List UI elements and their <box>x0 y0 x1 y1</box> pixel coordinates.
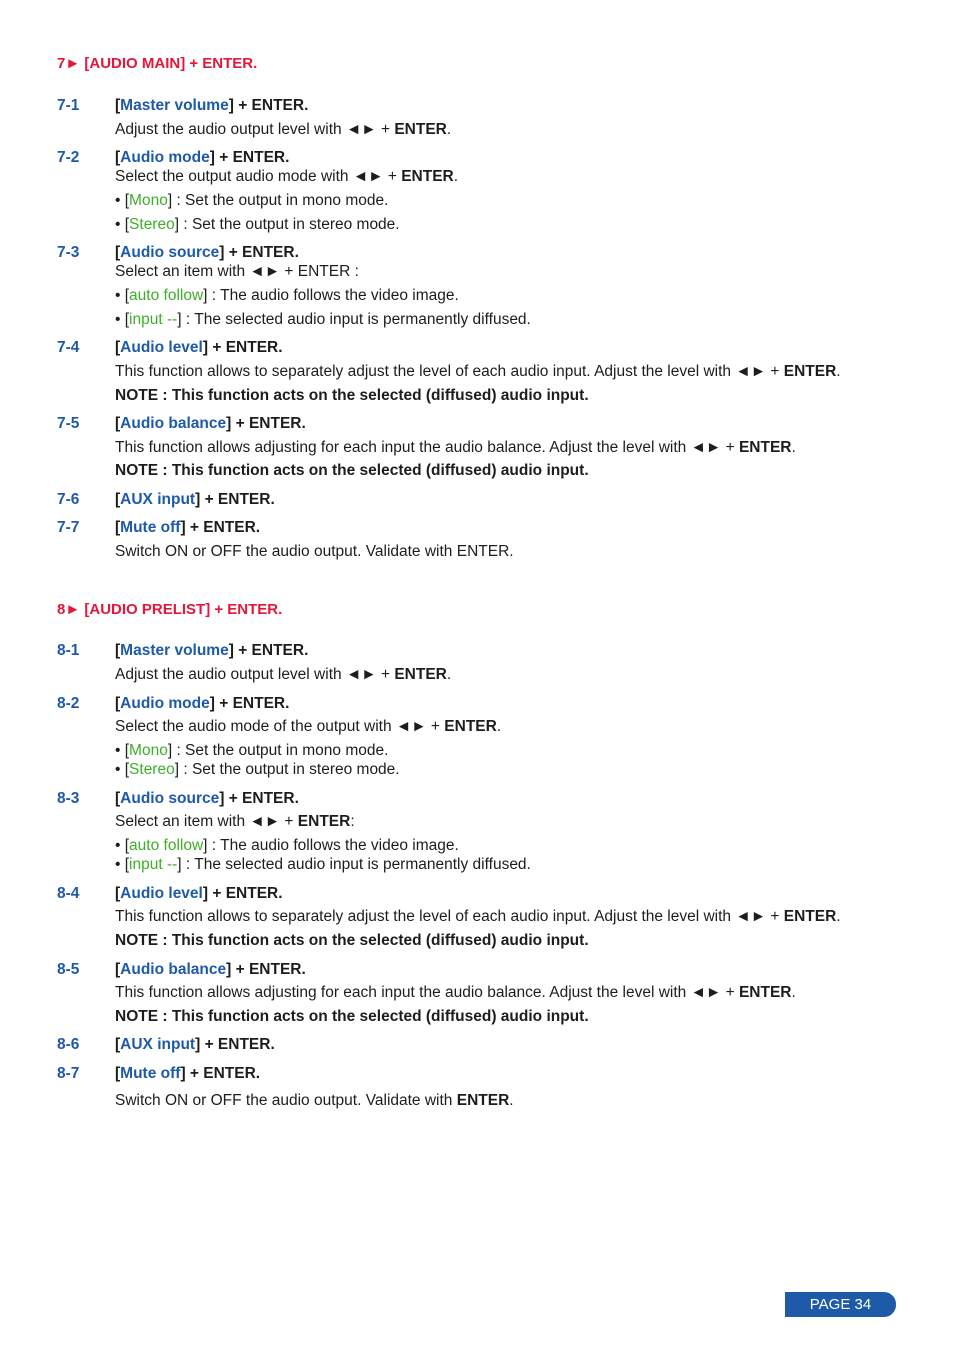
menu-keyword: AUX input <box>120 1036 196 1053</box>
section-7-heading: 7► [AUDIO MAIN] + ENTER. <box>57 55 258 72</box>
item-description: Switch ON or OFF the audio output. Validate with ENTER. <box>115 543 514 560</box>
bullet-option: • [Stereo] : Set the output in stereo mode. <box>115 761 400 778</box>
item-heading: [Audio source] + ENTER. <box>115 244 299 261</box>
arrow-keys-icon: ◄► <box>735 363 767 380</box>
item-heading: [Audio mode] + ENTER. <box>115 695 290 712</box>
option-keyword: input -- <box>129 311 178 328</box>
item-description: This function allows adjusting for each input the audio balance. Adjust the level with ◄► + ENTER. <box>115 984 796 1001</box>
item-description: Select an item with ◄► + ENTER: <box>115 813 355 830</box>
item-heading: [Audio balance] + ENTER. <box>115 415 306 432</box>
item-heading: [Mute off] + ENTER. <box>115 1065 261 1082</box>
option-keyword: Mono <box>129 192 168 209</box>
item-description: This function allows to separately adjust the level of each audio input. Adjust the level with ◄► + ENTER. <box>115 363 841 380</box>
option-keyword: Stereo <box>129 216 175 233</box>
item-heading: [AUX input] + ENTER. <box>115 491 275 508</box>
menu-keyword: Master volume <box>120 97 229 114</box>
arrow-keys-icon: ◄► <box>345 666 377 683</box>
menu-keyword: Audio balance <box>120 961 227 978</box>
option-keyword: Mono <box>129 742 168 759</box>
item-heading: [Audio level] + ENTER. <box>115 339 283 356</box>
menu-keyword: Audio mode <box>120 695 210 712</box>
bullet-option: • [Stereo] : Set the output in stereo mode. <box>115 216 400 233</box>
item-heading: [Audio source] + ENTER. <box>115 790 299 807</box>
item-description: Switch ON or OFF the audio output. Validate with ENTER. <box>115 1092 514 1109</box>
page-number-badge: PAGE 34 <box>785 1292 896 1317</box>
item-number: 7-7 <box>57 519 80 536</box>
item-heading: [Mute off] + ENTER. <box>115 519 261 536</box>
item-description: Select the audio mode of the output with ◄► + ENTER. <box>115 718 502 735</box>
item-heading: [Audio balance] + ENTER. <box>115 961 306 978</box>
bullet-option: • [Mono] : Set the output in mono mode. <box>115 192 389 209</box>
item-heading: [AUX input] + ENTER. <box>115 1036 275 1053</box>
item-heading: [Master volume] + ENTER. <box>115 642 309 659</box>
item-heading: [Audio mode] + ENTER. <box>115 149 290 166</box>
item-number: 8-1 <box>57 642 80 659</box>
item-number: 7-4 <box>57 339 80 356</box>
arrow-keys-icon: ◄► <box>735 908 767 925</box>
item-description: Adjust the audio output level with ◄► + ENTER. <box>115 666 452 683</box>
bullet-option: • [input --] : The selected audio input is permanently diffused. <box>115 856 531 873</box>
item-note: NOTE : This function acts on the selected (diffused) audio input. <box>115 462 589 479</box>
menu-keyword: Mute off <box>120 519 181 536</box>
menu-keyword: Audio source <box>120 244 220 261</box>
option-keyword: input -- <box>129 856 178 873</box>
item-description: Select the output audio mode with ◄► + ENTER. <box>115 168 459 185</box>
item-number: 7-5 <box>57 415 80 432</box>
arrow-keys-icon: ◄► <box>249 813 281 830</box>
menu-keyword: Audio balance <box>120 415 227 432</box>
item-note: NOTE : This function acts on the selected (diffused) audio input. <box>115 387 589 404</box>
item-note: NOTE : This function acts on the selected (diffused) audio input. <box>115 932 589 949</box>
bullet-option: • [auto follow] : The audio follows the video image. <box>115 287 459 304</box>
item-number: 8-3 <box>57 790 80 807</box>
menu-keyword: Audio mode <box>120 149 210 166</box>
menu-keyword: Audio source <box>120 790 220 807</box>
item-number: 8-2 <box>57 695 80 712</box>
item-number: 7-2 <box>57 149 80 166</box>
option-keyword: auto follow <box>129 837 204 854</box>
item-description: This function allows adjusting for each input the audio balance. Adjust the level with ◄► + ENTER. <box>115 439 796 456</box>
bullet-option: • [Mono] : Set the output in mono mode. <box>115 742 389 759</box>
section-8-heading: 8► [AUDIO PRELIST] + ENTER. <box>57 601 283 618</box>
menu-keyword: Master volume <box>120 642 229 659</box>
arrow-keys-icon: ◄► <box>690 439 722 456</box>
item-number: 7-6 <box>57 491 80 508</box>
item-number: 8-4 <box>57 885 80 902</box>
option-keyword: Stereo <box>129 761 175 778</box>
item-description: This function allows to separately adjust the level of each audio input. Adjust the level with ◄► + ENTER. <box>115 908 841 925</box>
item-heading: [Master volume] + ENTER. <box>115 97 309 114</box>
item-number: 8-5 <box>57 961 80 978</box>
item-number: 7-1 <box>57 97 80 114</box>
arrow-keys-icon: ◄► <box>345 121 377 138</box>
item-number: 8-6 <box>57 1036 80 1053</box>
menu-keyword: Audio level <box>120 339 203 356</box>
menu-keyword: Mute off <box>120 1065 181 1082</box>
bullet-option: • [auto follow] : The audio follows the video image. <box>115 837 459 854</box>
item-number: 7-3 <box>57 244 80 261</box>
bullet-option: • [input --] : The selected audio input is permanently diffused. <box>115 311 531 328</box>
arrow-keys-icon: ◄► <box>352 168 384 185</box>
item-description: Adjust the audio output level with ◄► + ENTER. <box>115 121 452 138</box>
option-keyword: auto follow <box>129 287 204 304</box>
item-description: Select an item with ◄► + ENTER : <box>115 263 359 280</box>
item-heading: [Audio level] + ENTER. <box>115 885 283 902</box>
arrow-keys-icon: ◄► <box>690 984 722 1001</box>
menu-keyword: Audio level <box>120 885 203 902</box>
arrow-keys-icon: ◄► <box>395 718 427 735</box>
item-number: 8-7 <box>57 1065 80 1082</box>
menu-keyword: AUX input <box>120 491 196 508</box>
item-note: NOTE : This function acts on the selected (diffused) audio input. <box>115 1008 589 1025</box>
